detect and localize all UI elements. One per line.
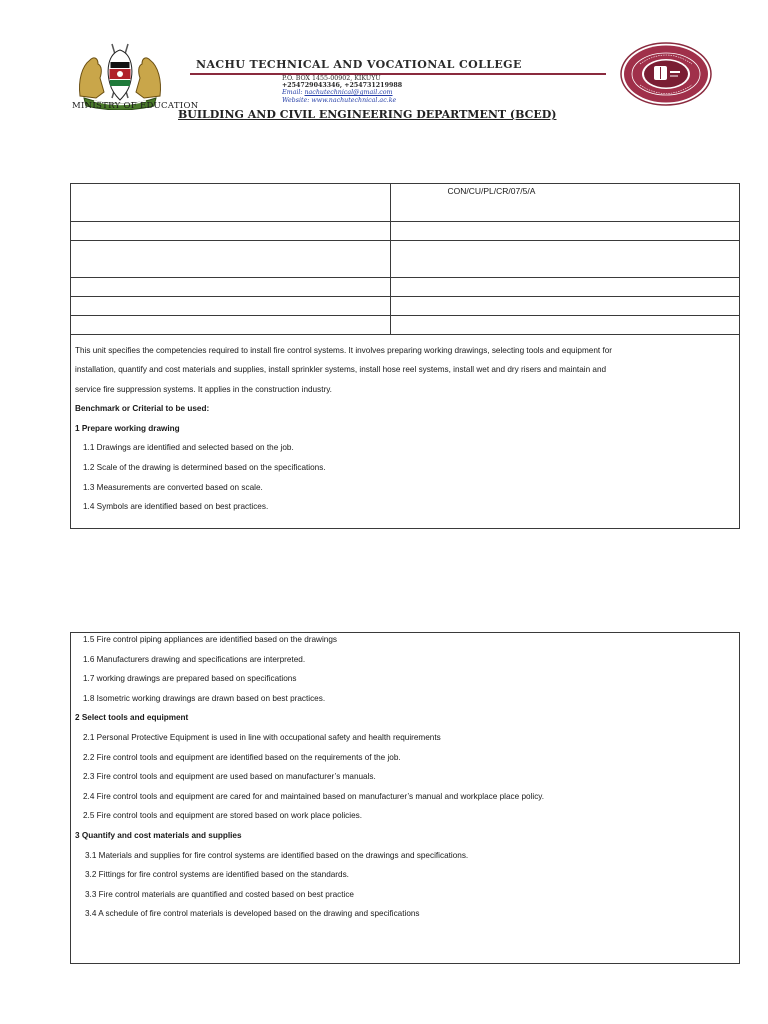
website-link[interactable]: www.nachutechnical.ac.ke bbox=[311, 96, 397, 104]
criteria-item: 1.2 Scale of the drawing is determined based on the specifications. bbox=[83, 463, 326, 473]
table-cell[interactable] bbox=[71, 315, 390, 334]
criteria-item: 2.4 Fire control tools and equipment are cared for and maintained based on manufacturer’s manual and workplace place policy. bbox=[83, 791, 545, 801]
college-contact bbox=[282, 75, 402, 104]
criteria-item: 1.1 Drawings are identified and selected based on the job. bbox=[83, 443, 294, 453]
website-label: Website: bbox=[282, 96, 310, 104]
table-row bbox=[71, 277, 739, 296]
criteria-item: 1.3 Measurements are converted based on scale. bbox=[83, 482, 263, 492]
criteria-item: 2.1 Personal Protective Equipment is used in line with occupational safety and health requirements bbox=[83, 732, 441, 742]
kenya-coat-of-arms-icon bbox=[74, 40, 166, 110]
table-row bbox=[71, 240, 739, 277]
criteria-item: 2.5 Fire control tools and equipment are stored based on work place policies. bbox=[83, 811, 362, 821]
criteria-item: 2.2 Fire control tools and equipment are identified based on the requirements of the job. bbox=[83, 752, 401, 762]
unit-description bbox=[71, 335, 739, 517]
description-line: This unit specifies the competencies required to install fire control systems. It involves preparing working drawings, selecting tools and equipment for bbox=[75, 345, 612, 355]
section-heading: 3 Quantify and cost materials and supplies bbox=[75, 830, 242, 840]
section-heading: 2 Select tools and equipment bbox=[75, 713, 189, 723]
table-cell[interactable] bbox=[71, 296, 390, 315]
description-line: installation, quantify and cost materials and supplies, install sprinkler systems, install hose reel systems, install wet and dry risers and maintain and bbox=[75, 365, 607, 375]
criteria-item: 3.4 A schedule of fire control materials is developed based on the drawing and specifications bbox=[85, 909, 420, 919]
criteria-list bbox=[71, 633, 739, 927]
criteria-item: 3.1 Materials and supplies for fire control systems are identified based on the drawings and specifications. bbox=[85, 850, 469, 860]
table-cell[interactable] bbox=[390, 221, 739, 240]
criteria-item: 3.2 Fittings for fire control systems are identified based on the standards. bbox=[85, 870, 349, 880]
table-cell[interactable] bbox=[71, 221, 390, 240]
criteria-item: 2.3 Fire control tools and equipment are used based on manufacturer’s manuals. bbox=[83, 772, 376, 782]
po-box: P.O. BOX 1455-00902, KIKUYU bbox=[282, 75, 381, 82]
unit-code-cell[interactable]: CON/CU/PL/CR/07/5/A bbox=[390, 184, 739, 221]
ministry-label: MINISTRY OF EDUCATION bbox=[72, 101, 199, 111]
table-row bbox=[71, 221, 739, 240]
college-name: NACHU TECHNICAL AND VOCATIONAL COLLEGE bbox=[196, 58, 522, 71]
table-cell[interactable] bbox=[71, 277, 390, 296]
unit-title-cell[interactable] bbox=[71, 184, 390, 221]
criteria-item: 3.3 Fire control materials are quantified and costed based on best practice bbox=[85, 889, 354, 899]
email-link[interactable]: nachutechnical@gmail.com bbox=[304, 89, 393, 97]
phone-numbers: +254729043346, +254731219988 bbox=[282, 82, 403, 90]
email-label: Email: bbox=[282, 89, 303, 97]
unit-details-box bbox=[70, 183, 740, 529]
benchmark-heading: Benchmark or Criterial to be used: bbox=[75, 404, 210, 414]
criteria-continued-box bbox=[70, 632, 740, 964]
section-heading: 1 Prepare working drawing bbox=[75, 423, 180, 433]
table-row bbox=[71, 315, 739, 334]
table-row bbox=[71, 296, 739, 315]
table-cell[interactable] bbox=[390, 315, 739, 334]
criteria-item: 1.8 Isometric working drawings are drawn based on best practices. bbox=[83, 693, 326, 703]
department-title: BUILDING AND CIVIL ENGINEERING DEPARTMENT (BCED) bbox=[178, 108, 557, 121]
criteria-item: 1.5 Fire control piping appliances are identified based on the drawings bbox=[83, 635, 337, 644]
website-line bbox=[282, 97, 402, 104]
unit-info-table bbox=[71, 184, 739, 335]
criteria-item: 1.4 Symbols are identified based on best practices. bbox=[83, 502, 269, 512]
college-seal-icon bbox=[620, 42, 712, 106]
email-line bbox=[282, 89, 402, 96]
table-cell[interactable] bbox=[390, 277, 739, 296]
criteria-item: 1.6 Manufacturers drawing and specifications are interpreted. bbox=[83, 654, 306, 664]
criteria-item: 1.7 working drawings are prepared based on specifications bbox=[83, 674, 297, 684]
table-row bbox=[71, 184, 739, 221]
table-cell[interactable] bbox=[390, 296, 739, 315]
table-cell[interactable] bbox=[390, 240, 739, 277]
table-cell[interactable] bbox=[71, 240, 390, 277]
description-line: service fire suppression systems. It applies in the construction industry. bbox=[75, 384, 332, 394]
